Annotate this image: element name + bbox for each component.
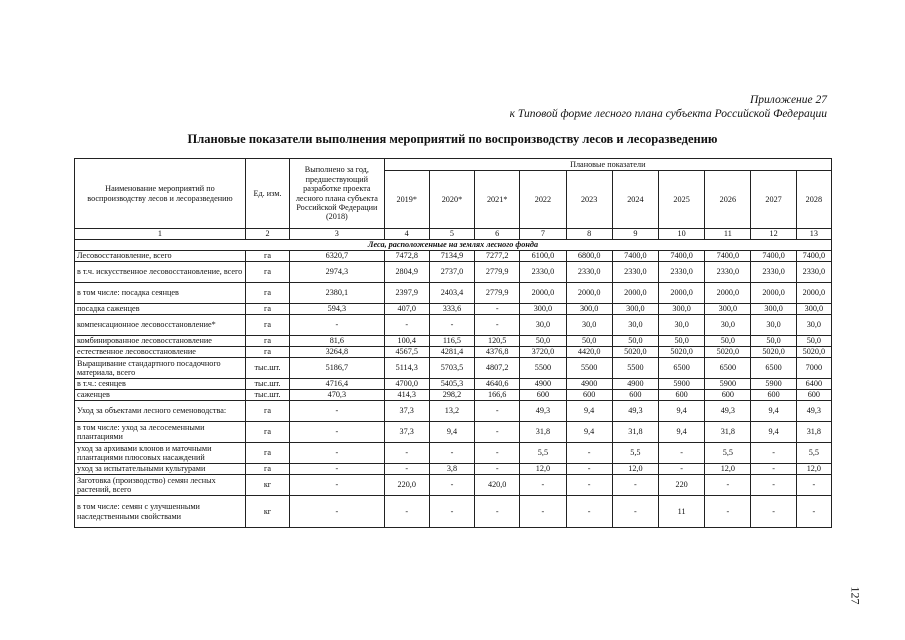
row-value: 298,2: [429, 390, 474, 401]
table-row: [75, 464, 832, 475]
row-value: 12,0: [705, 464, 751, 475]
row-value: -: [384, 443, 429, 464]
row-value: -: [751, 475, 796, 496]
row-value: 49,3: [705, 401, 751, 422]
row-value: -: [659, 443, 705, 464]
row-value: -: [520, 475, 566, 496]
row-done: -: [290, 464, 384, 475]
row-value: -: [705, 496, 751, 528]
row-value: -: [796, 475, 831, 496]
row-value: 49,3: [612, 401, 658, 422]
row-value: 300,0: [659, 304, 705, 315]
row-name: в том числе: семян с улучшенными наследственными свойствами: [75, 496, 246, 528]
column-number: 8: [566, 229, 612, 240]
row-value: 600: [705, 390, 751, 401]
table-row: [75, 347, 832, 358]
row-value: 5,5: [520, 443, 566, 464]
row-value: 9,4: [429, 422, 474, 443]
row-unit: кг: [245, 496, 289, 528]
row-value: 5703,5: [429, 358, 474, 379]
header-year: 2025: [659, 171, 705, 229]
row-value: -: [751, 443, 796, 464]
row-value: 7400,0: [705, 251, 751, 262]
row-value: 2330,0: [612, 262, 658, 283]
row-value: 5500: [520, 358, 566, 379]
row-value: 50,0: [520, 336, 566, 347]
row-value: -: [475, 401, 520, 422]
row-value: 300,0: [520, 304, 566, 315]
row-value: 3720,0: [520, 347, 566, 358]
header-year: 2028: [796, 171, 831, 229]
row-value: -: [475, 443, 520, 464]
table-row: [75, 422, 832, 443]
row-value: -: [520, 496, 566, 528]
row-value: -: [796, 496, 831, 528]
row-value: 7000: [796, 358, 831, 379]
row-value: 220: [659, 475, 705, 496]
row-value: -: [384, 496, 429, 528]
row-value: 2330,0: [659, 262, 705, 283]
row-value: 4376,8: [475, 347, 520, 358]
row-value: -: [705, 475, 751, 496]
row-done: -: [290, 315, 384, 336]
row-value: 2000,0: [659, 283, 705, 304]
row-value: 7400,0: [612, 251, 658, 262]
document-title: Плановые показатели выполнения мероприятий по воспроизводству лесов и лесоразведению: [187, 132, 718, 146]
row-done: -: [290, 475, 384, 496]
row-value: 5405,3: [429, 379, 474, 390]
row-value: 4900: [612, 379, 658, 390]
header-year: 2024: [612, 171, 658, 229]
row-done: 6320,7: [290, 251, 384, 262]
row-value: 5,5: [612, 443, 658, 464]
row-value: 30,0: [566, 315, 612, 336]
row-value: 2000,0: [751, 283, 796, 304]
row-value: 100,4: [384, 336, 429, 347]
header-plan: Плановые показатели: [384, 159, 831, 171]
row-value: 31,8: [796, 422, 831, 443]
row-value: 2330,0: [520, 262, 566, 283]
row-done: -: [290, 443, 384, 464]
row-value: -: [384, 464, 429, 475]
header-year: 2020*: [429, 171, 474, 229]
row-value: 2000,0: [520, 283, 566, 304]
header-year: 2022: [520, 171, 566, 229]
row-value: 600: [659, 390, 705, 401]
row-unit: тыс.шт.: [245, 358, 289, 379]
row-name: комбинированное лесовосстановление: [75, 336, 246, 347]
row-unit: кг: [245, 475, 289, 496]
row-value: 30,0: [659, 315, 705, 336]
table-row: [75, 475, 832, 496]
row-value: -: [612, 475, 658, 496]
table-row: [75, 262, 832, 283]
table-row: [75, 336, 832, 347]
row-done: 3264,8: [290, 347, 384, 358]
row-value: 2000,0: [705, 283, 751, 304]
row-value: 414,3: [384, 390, 429, 401]
row-value: 420,0: [475, 475, 520, 496]
row-value: 300,0: [705, 304, 751, 315]
row-value: 4567,5: [384, 347, 429, 358]
row-value: -: [384, 315, 429, 336]
row-unit: га: [245, 304, 289, 315]
row-value: 9,4: [566, 401, 612, 422]
row-value: 13,2: [429, 401, 474, 422]
row-done: -: [290, 496, 384, 528]
row-name: естественное лесовосстановление: [75, 347, 246, 358]
row-value: 3,8: [429, 464, 474, 475]
column-number: 13: [796, 229, 831, 240]
row-value: 4900: [520, 379, 566, 390]
row-value: 2330,0: [751, 262, 796, 283]
row-name: Выращивание стандартного посадочного материала, всего: [75, 358, 246, 379]
row-value: 7134,9: [429, 251, 474, 262]
table-row: [75, 251, 832, 262]
row-value: 49,3: [796, 401, 831, 422]
header-year: 2021*: [475, 171, 520, 229]
row-value: -: [475, 496, 520, 528]
row-value: -: [475, 315, 520, 336]
row-value: 5,5: [705, 443, 751, 464]
row-value: 50,0: [751, 336, 796, 347]
row-value: 9,4: [659, 422, 705, 443]
header-unit: Ед. изм.: [245, 159, 289, 229]
row-value: 220,0: [384, 475, 429, 496]
row-unit: га: [245, 251, 289, 262]
row-value: 9,4: [751, 401, 796, 422]
row-value: -: [475, 304, 520, 315]
table-row: [75, 358, 832, 379]
appendix-line-1: Приложение 27: [749, 94, 827, 106]
row-value: 300,0: [566, 304, 612, 315]
row-value: 2403,4: [429, 283, 474, 304]
row-value: 5020,0: [751, 347, 796, 358]
row-unit: га: [245, 336, 289, 347]
row-value: 5020,0: [612, 347, 658, 358]
header-done: Выполнено за год, предшествующий разработке проекта лесного плана субъекта Российской Федерации (2018): [290, 159, 384, 229]
column-number: 7: [520, 229, 566, 240]
row-value: 2737,0: [429, 262, 474, 283]
row-value: 31,8: [705, 422, 751, 443]
row-value: 6500: [751, 358, 796, 379]
row-value: 600: [566, 390, 612, 401]
row-unit: га: [245, 443, 289, 464]
row-value: 333,6: [429, 304, 474, 315]
row-value: 6100,0: [520, 251, 566, 262]
row-value: 600: [520, 390, 566, 401]
row-value: 4700,0: [384, 379, 429, 390]
row-name: Уход за объектами лесного семеноводства:: [75, 401, 246, 422]
row-name: Лесовосстановление, всего: [75, 251, 246, 262]
row-value: 2397,9: [384, 283, 429, 304]
row-value: 5020,0: [659, 347, 705, 358]
row-value: 4900: [566, 379, 612, 390]
row-name: в том числе: уход за лесосеменными плантациями: [75, 422, 246, 443]
header-year: 2019*: [384, 171, 429, 229]
table-row: [75, 496, 832, 528]
row-value: -: [659, 464, 705, 475]
indicators-table: [74, 158, 832, 528]
row-value: 300,0: [751, 304, 796, 315]
row-value: 5500: [566, 358, 612, 379]
row-done: 594,3: [290, 304, 384, 315]
column-number: 5: [429, 229, 474, 240]
row-value: 9,4: [659, 401, 705, 422]
row-value: 5900: [705, 379, 751, 390]
row-value: -: [429, 315, 474, 336]
row-value: 4420,0: [566, 347, 612, 358]
row-value: 50,0: [659, 336, 705, 347]
column-number: 9: [612, 229, 658, 240]
header-year: 2026: [705, 171, 751, 229]
row-value: 50,0: [566, 336, 612, 347]
row-value: 50,0: [705, 336, 751, 347]
row-name: в т.ч.: сеянцев: [75, 379, 246, 390]
row-value: 2330,0: [566, 262, 612, 283]
row-done: 4716,4: [290, 379, 384, 390]
row-value: 166,6: [475, 390, 520, 401]
row-value: 2000,0: [612, 283, 658, 304]
row-value: -: [566, 496, 612, 528]
row-value: 11: [659, 496, 705, 528]
row-value: 300,0: [612, 304, 658, 315]
table-row: [75, 315, 832, 336]
row-unit: га: [245, 315, 289, 336]
row-name: в том числе: посадка сеянцев: [75, 283, 246, 304]
row-value: 30,0: [796, 315, 831, 336]
row-value: 5114,3: [384, 358, 429, 379]
row-value: 7400,0: [751, 251, 796, 262]
row-done: 5186,7: [290, 358, 384, 379]
row-unit: тыс.шт.: [245, 390, 289, 401]
row-value: -: [751, 496, 796, 528]
row-value: -: [612, 496, 658, 528]
row-value: 7277,2: [475, 251, 520, 262]
row-value: 7472,8: [384, 251, 429, 262]
row-value: 50,0: [796, 336, 831, 347]
header-year: 2027: [751, 171, 796, 229]
row-unit: га: [245, 283, 289, 304]
row-value: 2000,0: [796, 283, 831, 304]
table-row: [75, 283, 832, 304]
row-value: 6400: [796, 379, 831, 390]
table-row: [75, 401, 832, 422]
row-value: 5020,0: [796, 347, 831, 358]
row-unit: га: [245, 262, 289, 283]
row-value: 31,8: [520, 422, 566, 443]
row-value: 12,0: [796, 464, 831, 475]
row-done: -: [290, 422, 384, 443]
row-value: 5900: [659, 379, 705, 390]
row-value: 2330,0: [796, 262, 831, 283]
row-value: 2804,9: [384, 262, 429, 283]
row-value: -: [566, 443, 612, 464]
row-value: 2000,0: [566, 283, 612, 304]
column-number: 11: [705, 229, 751, 240]
row-value: -: [751, 464, 796, 475]
row-value: 7400,0: [659, 251, 705, 262]
row-value: 5,5: [796, 443, 831, 464]
column-number: 10: [659, 229, 705, 240]
row-value: 49,3: [520, 401, 566, 422]
row-value: 30,0: [612, 315, 658, 336]
row-unit: тыс.шт.: [245, 379, 289, 390]
row-value: 600: [751, 390, 796, 401]
appendix-line-2: к Типовой форме лесного плана субъекта Российской Федерации: [509, 108, 827, 120]
row-value: 4807,2: [475, 358, 520, 379]
header-year: 2023: [566, 171, 612, 229]
row-done: 81,6: [290, 336, 384, 347]
row-value: 30,0: [751, 315, 796, 336]
header-name: Наименование мероприятий по воспроизводству лесов и лесоразведению: [75, 159, 246, 229]
row-value: 5900: [751, 379, 796, 390]
table-row: [75, 390, 832, 401]
row-value: 2330,0: [705, 262, 751, 283]
row-name: саженцев: [75, 390, 246, 401]
row-value: 407,0: [384, 304, 429, 315]
row-unit: га: [245, 464, 289, 475]
row-value: -: [429, 496, 474, 528]
section-heading: Леса, расположенные на землях лесного фонда: [75, 240, 832, 251]
row-value: 37,3: [384, 422, 429, 443]
row-name: посадка саженцев: [75, 304, 246, 315]
row-value: 120,5: [475, 336, 520, 347]
row-value: 4281,4: [429, 347, 474, 358]
row-value: 2779,9: [475, 283, 520, 304]
row-done: 2974,3: [290, 262, 384, 283]
row-value: 300,0: [796, 304, 831, 315]
row-value: 50,0: [612, 336, 658, 347]
row-unit: га: [245, 422, 289, 443]
row-done: 2380,1: [290, 283, 384, 304]
row-value: 600: [612, 390, 658, 401]
row-done: -: [290, 401, 384, 422]
row-value: 116,5: [429, 336, 474, 347]
row-value: -: [566, 475, 612, 496]
row-value: 7400,0: [796, 251, 831, 262]
row-unit: га: [245, 347, 289, 358]
row-value: 4640,6: [475, 379, 520, 390]
row-value: 600: [796, 390, 831, 401]
row-value: -: [429, 475, 474, 496]
row-value: 9,4: [751, 422, 796, 443]
column-number: 6: [475, 229, 520, 240]
row-value: 30,0: [705, 315, 751, 336]
row-value: 2779,9: [475, 262, 520, 283]
row-value: -: [566, 464, 612, 475]
row-value: 5500: [612, 358, 658, 379]
row-value: 5020,0: [705, 347, 751, 358]
row-unit: га: [245, 401, 289, 422]
column-number: 1: [75, 229, 246, 240]
row-value: 6800,0: [566, 251, 612, 262]
column-number: 4: [384, 229, 429, 240]
row-value: 6500: [705, 358, 751, 379]
column-number: 3: [290, 229, 384, 240]
row-value: -: [475, 464, 520, 475]
table-row: [75, 379, 832, 390]
table-body: [75, 240, 832, 528]
row-done: 470,3: [290, 390, 384, 401]
page-number: 127: [848, 586, 863, 605]
row-name: в т.ч. искусственное лесовосстановление, всего: [75, 262, 246, 283]
row-value: -: [429, 443, 474, 464]
row-value: 6500: [659, 358, 705, 379]
row-value: 31,8: [612, 422, 658, 443]
row-value: 9,4: [566, 422, 612, 443]
row-value: 12,0: [520, 464, 566, 475]
row-value: -: [475, 422, 520, 443]
column-numbers-row: [75, 229, 832, 240]
column-number: 12: [751, 229, 796, 240]
row-name: Заготовка (производство) семян лесных растений, всего: [75, 475, 246, 496]
row-name: компенсационное лесовосстановление*: [75, 315, 246, 336]
table-row: [75, 443, 832, 464]
row-value: 37,3: [384, 401, 429, 422]
row-name: уход за архивами клонов и маточными плантациями плюсовых насаждений: [75, 443, 246, 464]
appendix-header: [510, 93, 827, 121]
row-name: уход за испытательными культурами: [75, 464, 246, 475]
row-value: 30,0: [520, 315, 566, 336]
table-row: [75, 304, 832, 315]
row-value: 12,0: [612, 464, 658, 475]
column-number: 2: [245, 229, 289, 240]
